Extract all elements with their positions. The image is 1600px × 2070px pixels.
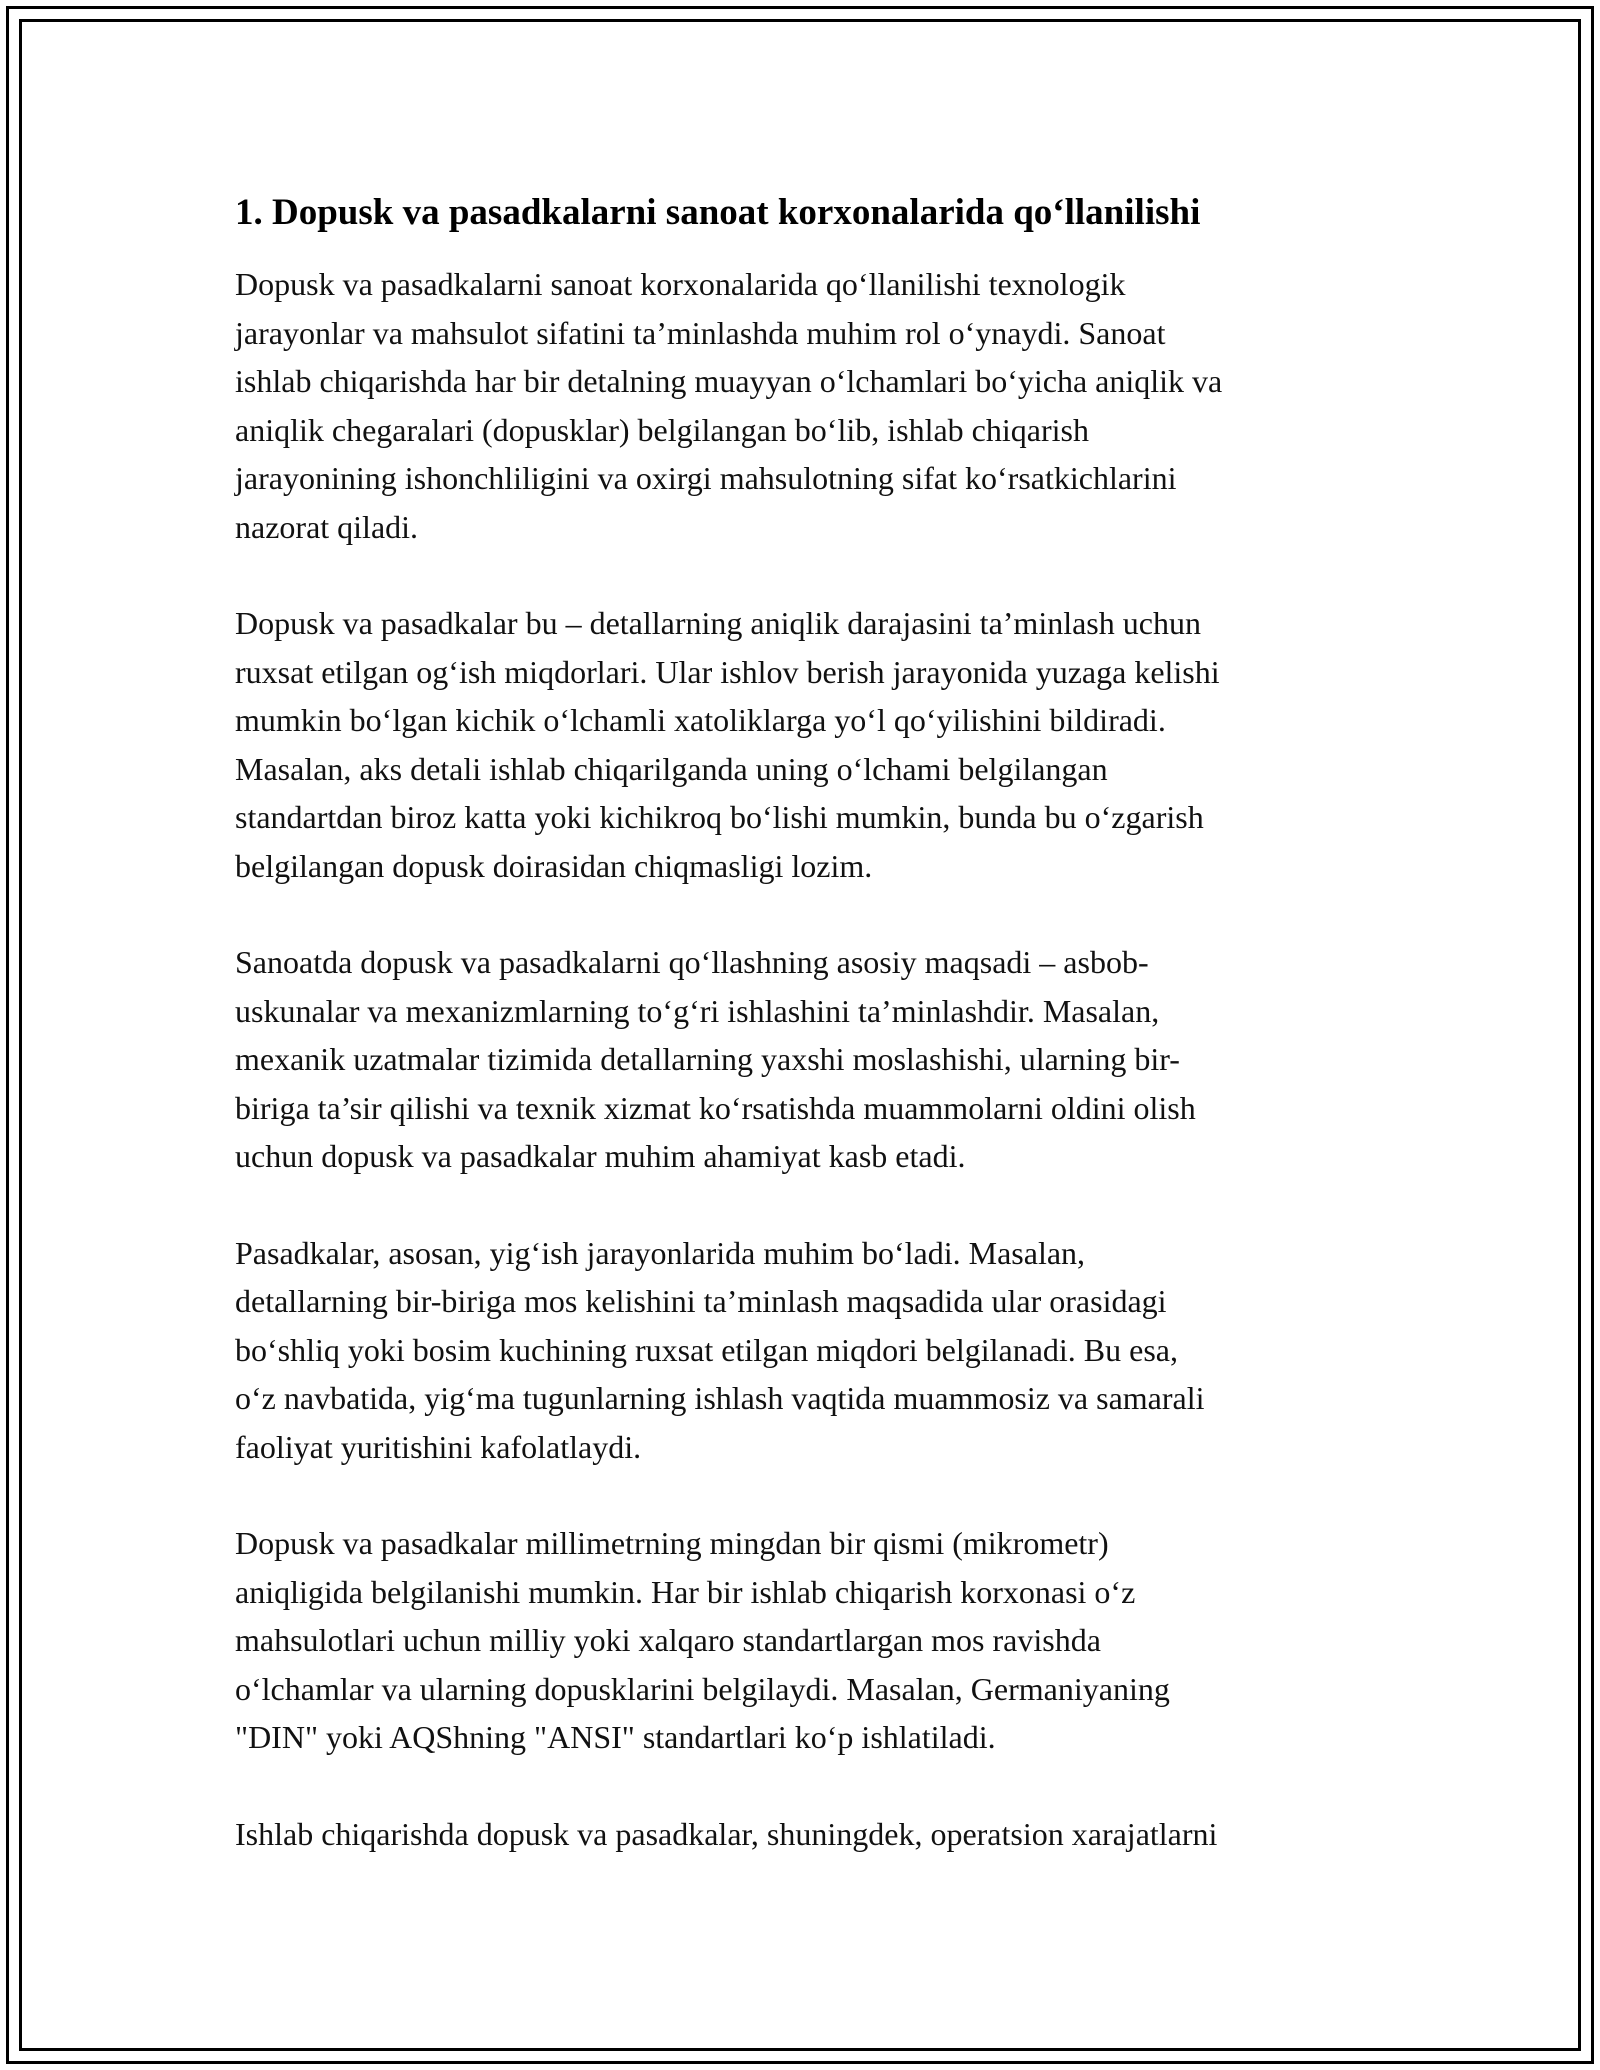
text-line: o‘z navbatida, yig‘ma tugunlarning ishlash vaqtida muammosiz va samarali [235, 1380, 1205, 1416]
text-line: belgilangan dopusk doirasidan chiqmasligi lozim. [235, 847, 873, 884]
text-line: bo‘shliq yoki bosim kuchining ruxsat etilgan miqdori belgilanadi. Bu esa, [235, 1331, 1178, 1368]
text-line: nazorat qiladi. [235, 508, 419, 545]
text-line: faoliyat yuritishini kafolatlaydi. [235, 1428, 642, 1465]
text-line: jarayonlar va mahsulot sifatini ta’minlashda muhim rol o‘ynaydi. Sanoat [235, 314, 1166, 351]
paragraph-5 [235, 1519, 1375, 1762]
paragraph-2 [235, 599, 1375, 890]
paragraph-4 [235, 1229, 1375, 1472]
text-line: Dopusk va pasadkalar millimetrning mingdan bir qismi (mikrometr) [235, 1525, 1109, 1561]
text-line: Pasadkalar, asosan, yig‘ish jarayonlarida muhim bo‘ladi. Masalan, [235, 1234, 1086, 1271]
text-line: standartdan biroz katta yoki kichikroq bo‘lishi mumkin, bunda bu o‘zgarish [235, 799, 1204, 835]
text-line: mahsulotlari uchun milliy yoki xalqaro standartlargan mos ravishda [235, 1622, 1101, 1658]
text-line: Dopusk va pasadkalarni sanoat korxonalarida qo‘llanilishi texnologik [235, 266, 1126, 302]
paragraph-1 [235, 260, 1375, 551]
paragraph-3 [235, 938, 1375, 1181]
text-line: ruxsat etilgan og‘ish miqdorlari. Ular ishlov berish jarayonida yuzaga kelishi [235, 653, 1220, 690]
text-line: Ishlab chiqarishda dopusk va pasadkalar, shuningdek, operatsion xarajatlarni [235, 1815, 1218, 1852]
paragraph-6 [235, 1810, 1375, 1859]
text-line: detallarning bir-biriga mos kelishini ta’minlash maqsadida ular orasidagi [235, 1283, 1167, 1319]
text-line: Dopusk va pasadkalar bu – detallarning aniqlik darajasini ta’minlash uchun [235, 605, 1201, 641]
text-line: Sanoatda dopusk va pasadkalarni qo‘llashning asosiy maqsadi – asbob- [235, 944, 1149, 980]
text-line: uchun dopusk va pasadkalar muhim ahamiyat kasb etadi. [235, 1138, 966, 1174]
text-line: uskunalar va mexanizmlarning to‘g‘ri ishlashini ta’minlashdir. Masalan, [235, 992, 1160, 1029]
document-body [235, 186, 1375, 1906]
text-line: mumkin bo‘lgan kichik o‘lchamli xatoliklarga yo‘l qo‘yilishini bildiradi. [235, 702, 1166, 738]
text-line: ishlab chiqarishda har bir detalning muayyan o‘lchamlari bo‘yicha aniqlik va [235, 363, 1223, 399]
text-line: "DIN" yoki AQShning "ANSI" standartlari ko‘p ishlatiladi. [235, 1719, 996, 1755]
text-line: aniqligida belgilanishi mumkin. Har bir ishlab chiqarish korxonasi o‘z [235, 1573, 1136, 1610]
text-line: o‘lchamlar va ularning dopusklarini belgilaydi. Masalan, Germaniyaning [235, 1670, 1170, 1707]
text-line: jarayonining ishonchliligini va oxirgi mahsulotning sifat ko‘rsatkichlarini [235, 460, 1177, 496]
text-line: biriga ta’sir qilishi va texnik xizmat ko‘rsatishda muammolarni oldini olish [235, 1089, 1196, 1126]
text-line: aniqlik chegaralari (dopusklar) belgilangan bo‘lib, ishlab chiqarish [235, 411, 1089, 448]
text-line: Masalan, aks detali ishlab chiqarilganda uning o‘lchami belgilangan [235, 750, 1108, 787]
section-heading: 1. Dopusk va pasadkalarni sanoat korxonalarida qo‘llanilishi [235, 192, 1201, 233]
text-line: mexanik uzatmalar tizimida detallarning yaxshi moslashishi, ularning bir- [235, 1041, 1180, 1077]
